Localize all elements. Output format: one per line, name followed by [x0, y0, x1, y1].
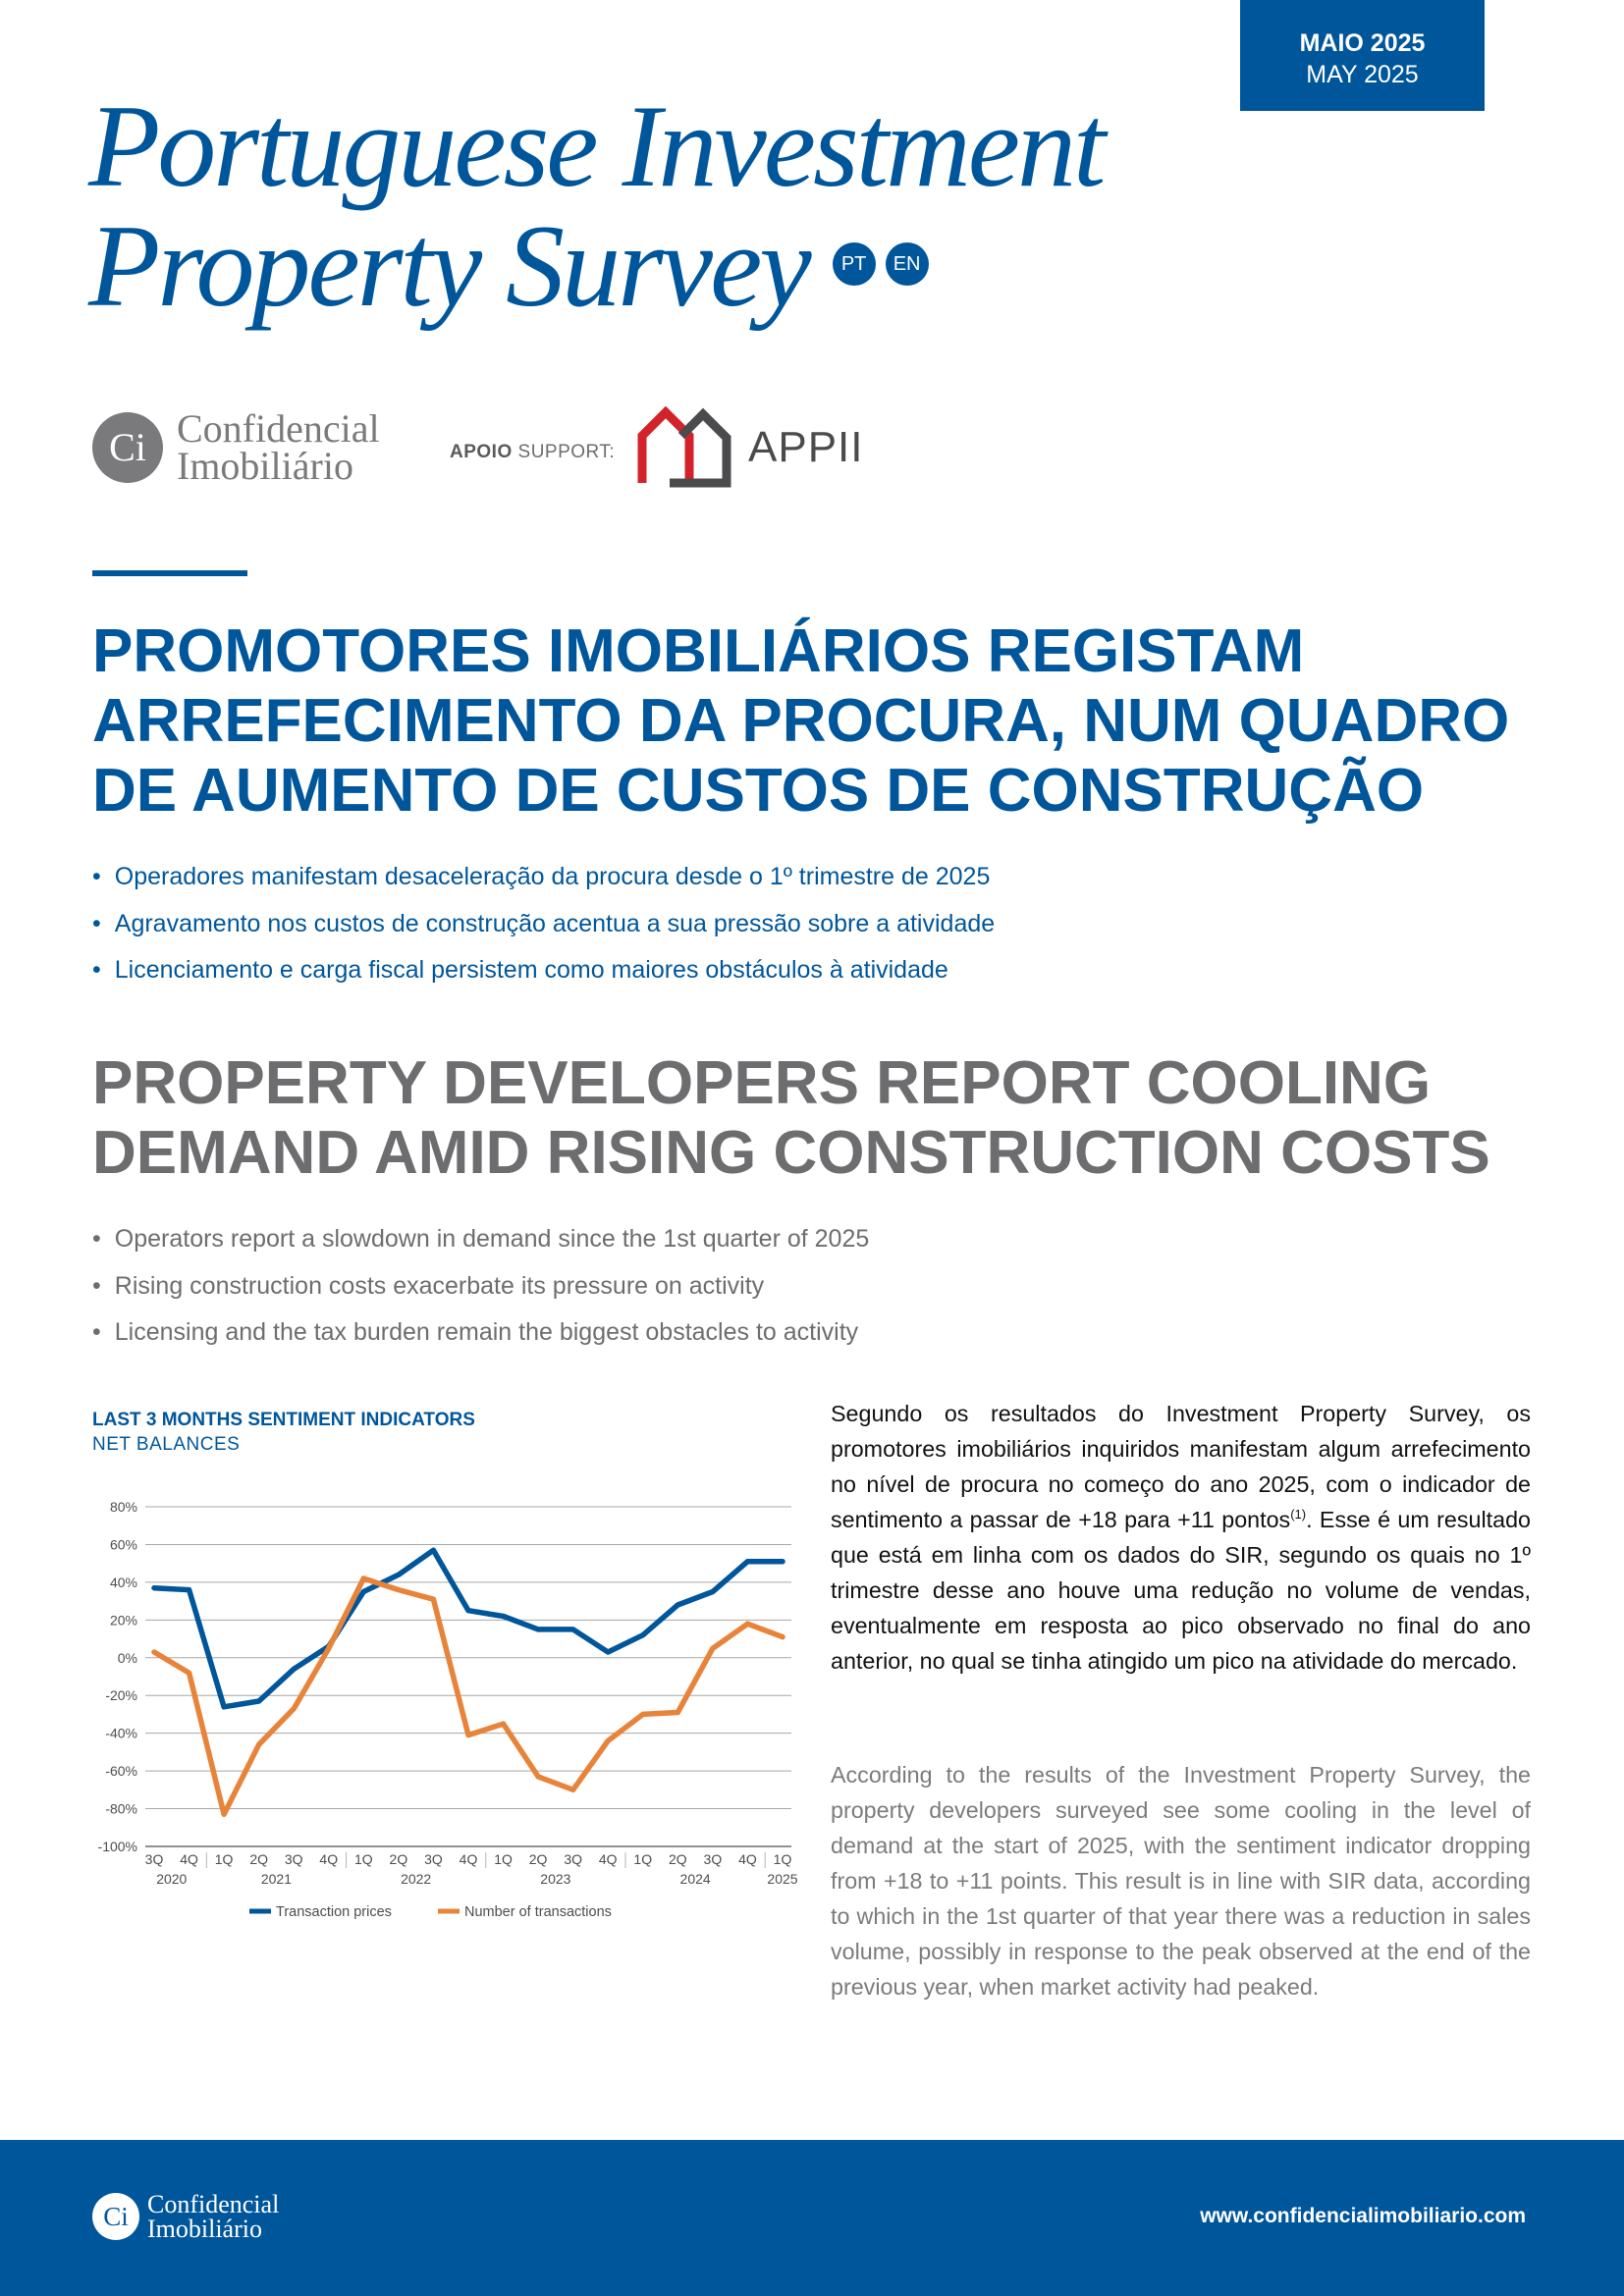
- sentiment-line-chart: [88, 1487, 805, 1939]
- data-point: [326, 1646, 331, 1651]
- data-point: [676, 1602, 680, 1607]
- body-text-en: According to the results of the Investment Property Survey, the property developers surveyed see some cooling in the level of demand at the start of 2025, with the sentiment indicator dropping from +18 to +11 points. This result is in line with SIR data, according to which in the 1st quarter of that year there was a reduction in sales volume, possibly in response to the peak observed at the end of the previous year, when market activity had peaked.: [831, 1762, 1531, 2000]
- x-tick-label: 2Q: [249, 1851, 269, 1867]
- data-point: [501, 1614, 506, 1619]
- series-line-number-of-transactions: [154, 1578, 783, 1814]
- page-title: [88, 80, 1104, 331]
- y-tick-label: -40%: [105, 1725, 137, 1741]
- data-point: [187, 1671, 191, 1676]
- appii-logo: [636, 406, 864, 489]
- y-tick-label: -60%: [105, 1763, 137, 1780]
- x-tick-label: 3Q: [564, 1851, 583, 1867]
- x-tick-label: 2Q: [668, 1851, 687, 1867]
- ci-logo-line-1: Confidencial: [177, 406, 380, 451]
- data-point: [292, 1667, 297, 1672]
- data-point: [222, 1704, 227, 1709]
- data-point: [396, 1573, 401, 1577]
- headline-pt-line: PROMOTORES IMOBILIÁRIOS REGISTAM: [92, 617, 1305, 685]
- data-point: [710, 1589, 715, 1594]
- x-tick-label: 1Q: [214, 1851, 234, 1867]
- confidencial-imobiliario-logo: [92, 406, 380, 488]
- section-divider: [92, 570, 247, 576]
- x-year-label: 2023: [540, 1871, 571, 1887]
- x-tick-label: 3Q: [703, 1851, 723, 1867]
- highlight-item: • Operadores manifestam desaceleração da procura desde o 1º trimestre de 2025: [92, 854, 995, 901]
- data-point: [431, 1548, 436, 1553]
- date-pt: MAIO 2025: [1299, 29, 1426, 57]
- x-tick-label: 1Q: [773, 1851, 792, 1867]
- footer-logo-text: [147, 2192, 279, 2241]
- data-point: [640, 1632, 645, 1637]
- x-year-label: 2024: [679, 1871, 711, 1887]
- data-point: [256, 1742, 261, 1747]
- footer-logo-line-2: Imobiliário: [147, 2215, 262, 2243]
- chart-heading: [92, 1409, 475, 1458]
- y-tick-label: 0%: [117, 1649, 137, 1666]
- ci-logo-mark: Ci: [92, 412, 163, 483]
- data-point: [361, 1576, 366, 1581]
- x-tick-label: 2Q: [528, 1851, 548, 1867]
- footnote-ref: (1): [1290, 1507, 1307, 1522]
- appii-logo-text: APPII: [748, 423, 864, 471]
- x-year-label: 2021: [260, 1871, 293, 1887]
- title-line-1: Portuguese Investment: [88, 80, 1104, 211]
- highlight-item: • Operators report a slowdown in demand since the 1st quarter of 2025: [92, 1216, 869, 1263]
- ci-logo-text: [177, 406, 380, 488]
- body-text-pt: [831, 1396, 1531, 1679]
- x-tick-label: 3Q: [424, 1851, 443, 1867]
- date-en: MAY 2025: [1306, 61, 1419, 88]
- highlight-item: • Licenciamento e carga fiscal persistem como maiores obstáculos à atividade: [92, 947, 995, 994]
- data-point: [781, 1559, 785, 1564]
- data-point: [745, 1559, 750, 1564]
- x-year-label: 2022: [401, 1871, 432, 1887]
- highlights-pt: [92, 854, 995, 994]
- legend-label: Transaction prices: [276, 1904, 392, 1920]
- footer-ci-logo-mark: Ci: [92, 2193, 139, 2240]
- data-point: [640, 1712, 645, 1717]
- data-point: [606, 1650, 611, 1655]
- data-point: [710, 1646, 715, 1651]
- y-tick-label: -80%: [105, 1800, 137, 1817]
- headline-pt: [92, 616, 1565, 826]
- data-point: [187, 1587, 191, 1592]
- y-tick-label: -20%: [105, 1687, 137, 1704]
- data-point: [745, 1622, 750, 1627]
- data-point: [606, 1738, 611, 1743]
- data-point: [536, 1627, 541, 1631]
- website-link[interactable]: www.confidencialimobiliario.com: [1200, 2205, 1526, 2227]
- chart-subtitle: NET BALANCES: [92, 1434, 241, 1455]
- language-en-button[interactable]: EN: [886, 242, 929, 286]
- y-tick-label: -100%: [97, 1839, 137, 1854]
- x-tick-label: 2Q: [389, 1851, 408, 1867]
- x-tick-label: 4Q: [180, 1851, 198, 1867]
- data-point: [292, 1706, 297, 1711]
- headline-en: [92, 1048, 1565, 1188]
- data-point: [152, 1585, 157, 1590]
- chart-title: LAST 3 MONTHS SENTIMENT INDICATORS: [92, 1410, 475, 1430]
- body-text-pt-part-1: Segundo os resultados do Investment Property Survey, os promotores imobiliários inquiridos manifestam algum arrefecimento no nível de procura no começo do ano 2025, com o indicador de sentimento a passar de +18 para +11 pontos: [831, 1401, 1531, 1532]
- data-point: [781, 1634, 785, 1639]
- headline-pt-line: DE AUMENTO DE CUSTOS DE CONSTRUÇÃO: [92, 757, 1425, 825]
- x-tick-label: 1Q: [494, 1851, 513, 1867]
- x-tick-label: 4Q: [738, 1851, 757, 1867]
- data-point: [536, 1774, 541, 1779]
- data-point: [152, 1650, 157, 1655]
- footer: [0, 2140, 1624, 2296]
- data-point: [361, 1589, 366, 1594]
- highlight-item: • Rising construction costs exacerbate its pressure on activity: [92, 1263, 869, 1310]
- body-text-pt-part-2: . Esse é um resultado que está em linha com os dados do SIR, segundo os quais no 1º trimestre desse ano houve uma redução no volume de vendas, eventualmente em resposta ao pico observado no final do ano anterior, no qual se tinha atingido um pico na atividade do mercado.: [831, 1507, 1531, 1674]
- legend-label: Number of transactions: [464, 1904, 612, 1920]
- title-line-2-text: Property Survey: [88, 200, 809, 331]
- support-label-pt: APOIO: [450, 442, 513, 462]
- x-tick-label: 4Q: [319, 1851, 339, 1867]
- x-tick-label: 1Q: [633, 1851, 653, 1867]
- data-point: [256, 1698, 261, 1703]
- headline-en-line: DEMAND AMID RISING CONSTRUCTION COSTS: [92, 1119, 1490, 1187]
- x-tick-label: 3Q: [284, 1851, 303, 1867]
- data-point: [466, 1608, 471, 1613]
- data-point: [222, 1812, 227, 1817]
- highlight-item: • Licensing and the tax burden remain the biggest obstacles to activity: [92, 1309, 869, 1357]
- support-label: [450, 442, 615, 463]
- headline-pt-line: ARREFECIMENTO DA PROCURA, NUM QUADRO: [92, 687, 1510, 755]
- y-tick-label: 40%: [109, 1574, 137, 1590]
- footer-logo: [92, 2192, 279, 2241]
- x-year-label: 2020: [156, 1871, 188, 1887]
- x-tick-label: 4Q: [598, 1851, 618, 1867]
- title-line-2: [88, 200, 1103, 331]
- footer-logo-line-1: Confidencial: [147, 2190, 280, 2218]
- house-icon: [636, 406, 734, 489]
- date-badge: [1240, 0, 1485, 111]
- data-point: [501, 1722, 506, 1727]
- x-tick-label: 1Q: [353, 1851, 373, 1867]
- series-line-transaction-prices: [154, 1550, 783, 1707]
- data-point: [676, 1710, 680, 1715]
- data-point: [570, 1788, 575, 1792]
- data-point: [466, 1733, 471, 1737]
- y-tick-label: 80%: [109, 1499, 137, 1515]
- data-point: [570, 1627, 575, 1631]
- language-pt-button[interactable]: PT: [833, 242, 876, 286]
- x-year-label: 2025: [767, 1871, 798, 1887]
- x-tick-label: 3Q: [144, 1851, 164, 1867]
- highlights-en: [92, 1216, 869, 1357]
- data-point: [431, 1597, 436, 1602]
- y-tick-label: 20%: [109, 1612, 137, 1629]
- y-tick-label: 60%: [109, 1536, 137, 1553]
- support-label-en: SUPPORT:: [517, 442, 616, 462]
- headline-en-line: PROPERTY DEVELOPERS REPORT COOLING: [92, 1049, 1432, 1117]
- x-tick-label: 4Q: [459, 1851, 478, 1867]
- highlight-item: • Agravamento nos custos de construção acentua a sua pressão sobre a atividade: [92, 901, 995, 948]
- data-point: [396, 1587, 401, 1592]
- ci-logo-line-2: Imobiliário: [177, 444, 353, 488]
